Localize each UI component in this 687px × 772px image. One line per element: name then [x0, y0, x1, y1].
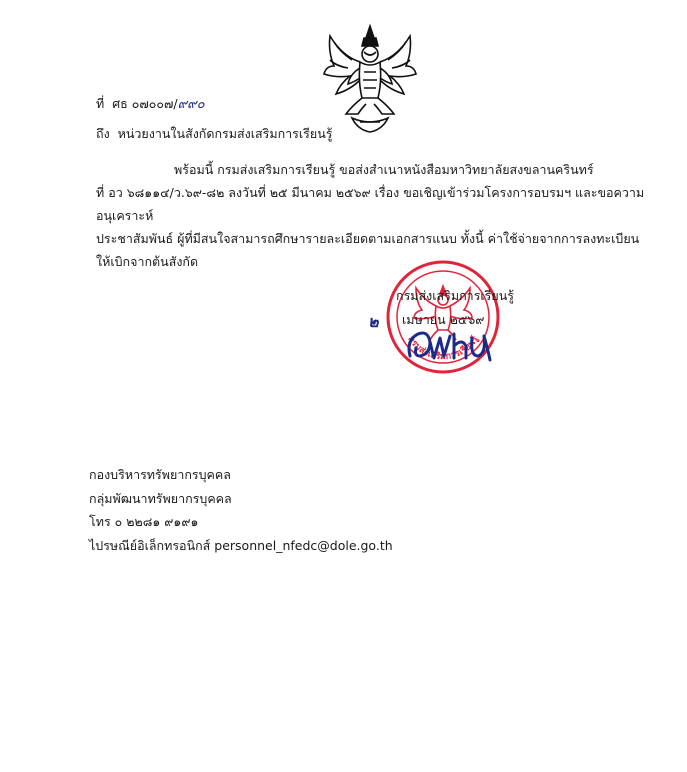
footer-division: กองบริหารทรัพยากรบุคคล — [89, 467, 231, 482]
body-line-1: พร้อมนี้ กรมส่งเสริมการเรียนรู้ ขอส่งสำเนาหนังสือมหาวิทยาลัยสงขลานครินทร์ — [174, 162, 594, 177]
body-paragraph — [96, 158, 654, 273]
ref-handwritten-number: ๙๙๐ — [177, 97, 205, 112]
signature-date: เมษายน ๒๕๖๙ — [402, 312, 485, 327]
garuda-emblem-icon — [322, 22, 418, 134]
stamp-text: กรมส่งเสริมการเรียนรู้ — [405, 334, 481, 363]
handwritten-signature-icon — [404, 320, 494, 364]
reference-line — [96, 96, 205, 113]
to-text: หน่วยงานในสังกัดกรมส่งเสริมการเรียนรู้ — [117, 126, 333, 141]
contact-footer — [89, 463, 393, 557]
signature-org: กรมส่งเสริมการเรียนรู้ — [396, 288, 514, 303]
body-line-4: ให้เบิกจากต้นสังกัด — [96, 254, 199, 269]
recipient-line — [96, 126, 332, 142]
footer-phone: โทร ๐ ๒๒๘๑ ๙๑๙๑ — [89, 514, 199, 529]
ref-label: ที่ — [96, 96, 105, 111]
to-label: ถึง — [96, 126, 110, 141]
footer-group: กลุ่มพัฒนาทรัพยากรบุคคล — [89, 490, 232, 506]
body-line-3: ประชาสัมพันธ์ ผู้ที่มีสนใจสามารถศึกษารายละเอียดตามเอกสารแนบ ทั้งนี้ ค่าใช้จ่ายจากการลงทะเบียน — [96, 231, 640, 246]
ref-number: ศธ ๐๗๐๐๗/ — [112, 96, 178, 111]
body-line-2: ที่ อว ๖๘๑๑๔/ว.๖๙-๘๒ ลงวันที่ ๒๕ มีนาคม ๒๕๖๙ เรื่อง ขอเชิญเข้าร่วมโครงการอบรมฯ และขอความอนุเคราะห์ — [96, 185, 645, 223]
date-handwritten-day: ๒ — [368, 312, 379, 331]
footer-email: ไปรษณีย์อิเล็กทรอนิกส์ personnel_nfedc@dole.go.th — [89, 537, 393, 553]
